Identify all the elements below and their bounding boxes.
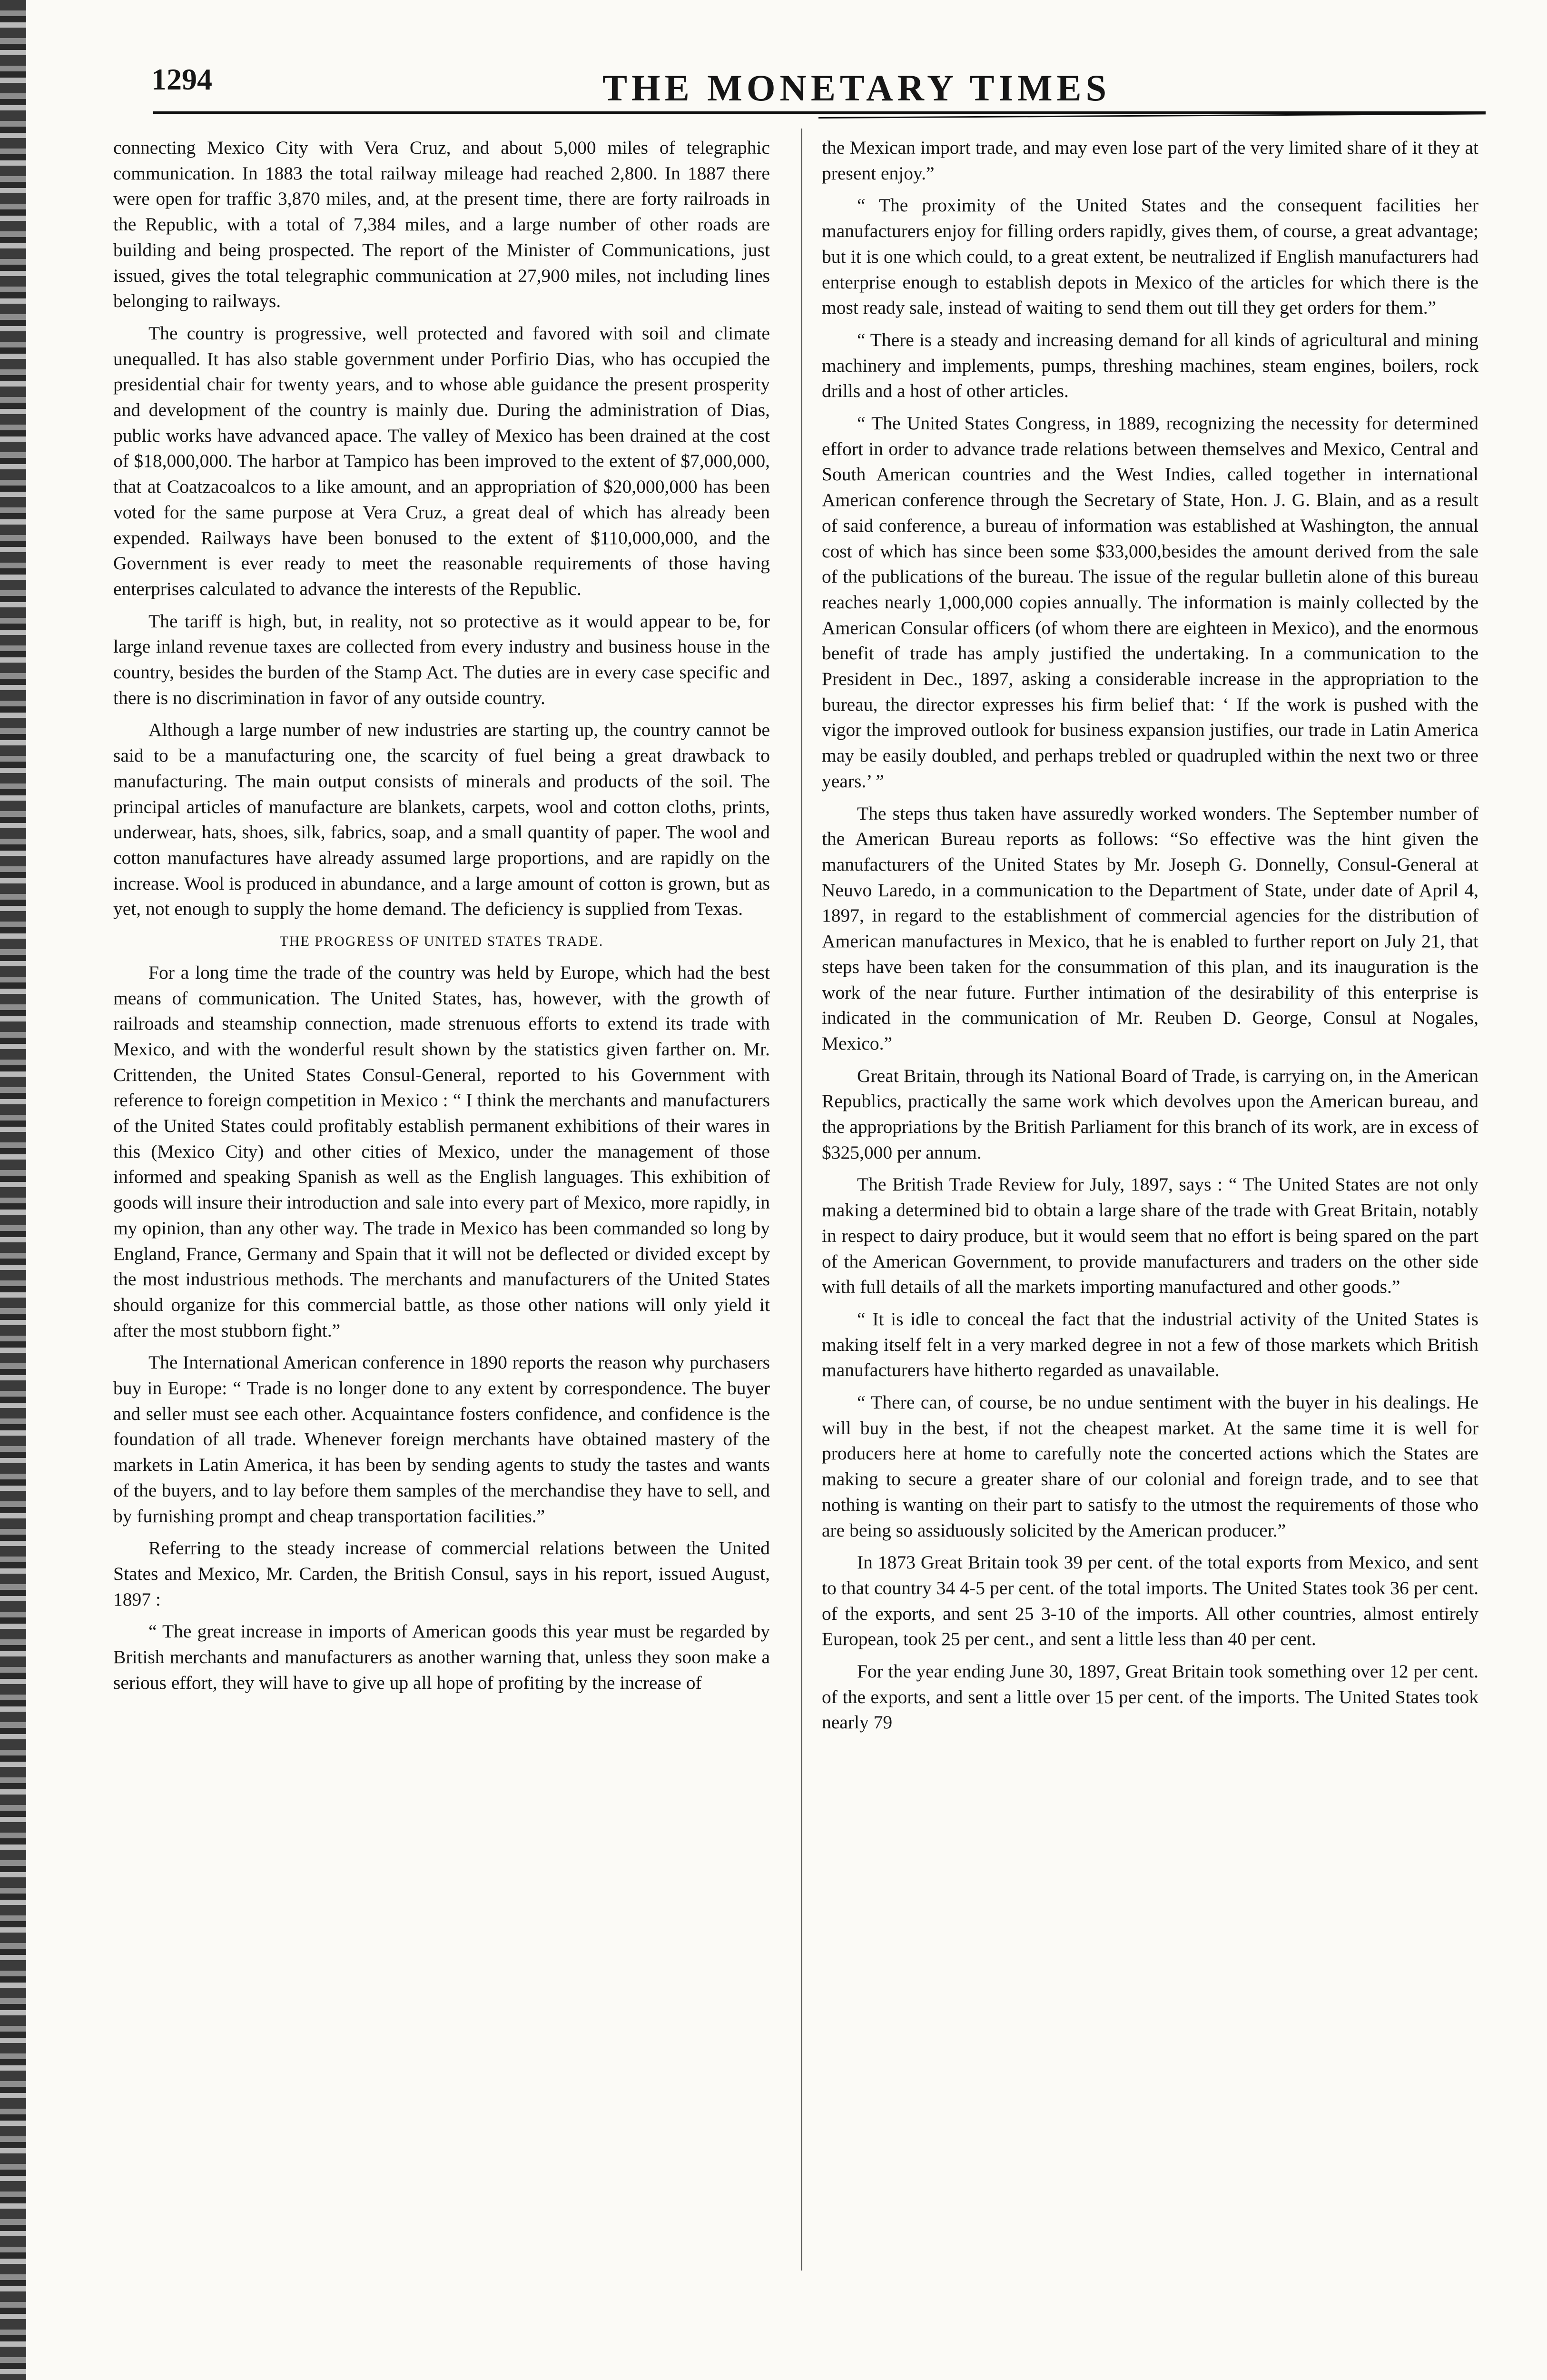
right-paragraph-3: “ There is a steady and increasing demand for all kinds of agricultural and mining machinery and implements, pumps, threshing machines, steam engines, boilers, rock drills and a host of other articles. xyxy=(822,329,1478,402)
right-paragraph-6: Great Britain, through its National Board of Trade, is carrying on, in the American Republics, practically the same work which devolves upon the American bureau, and the appropriations by the British Parliament for this branch of its work, are in excess of $325,000 per annum. xyxy=(822,1065,1478,1163)
right-column xyxy=(822,135,1478,1742)
left-paragraph-1: connecting Mexico City with Vera Cruz, and about 5,000 miles of telegraphic communication. In 1883 the total railway mileage had reached 2,800. In 1887 there were open for traffic 3,870 miles, and, at the present time, there are forty railroads in the Republic, with a total of 7,384 miles, and a large number of other roads are building and being prospected. The report of the Minister of Communications, just issued, gives the total telegraphic communication at 27,900 miles, not including lines belonging to railways. xyxy=(113,137,770,312)
left-paragraph-7: Referring to the steady increase of commercial relations between the United States and Mexico, Mr. Carden, the British Consul, says in his report, issued August, 1897 : xyxy=(113,1537,770,1610)
column-divider xyxy=(801,129,802,2271)
right-paragraph-8: “ It is idle to conceal the fact that the industrial activity of the United States is making itself felt in a very marked degree in not a few of those markets which British manufacturers have hitherto regarded as unavailable. xyxy=(822,1308,1478,1381)
left-column xyxy=(113,135,770,1702)
left-paragraph-2: The country is progressive, well protected and favored with soil and climate unequalled. It has also stable government under Porfirio Dias, who has occupied the presidential chair for twenty years, and to whose able guidance the present prosperity and development of the country is mainly due. During the administration of Dias, public works have advanced apace. The valley of Mexico has been drained at the cost of $18,000,000. The harbor at Tampico has been improved to the extent of $7,000,000, that at Coatzacoalcos to a like amount, and an appropriation of $20,000,000 has been voted for the same purpose at Vera Cruz, a great deal of which has already been expended. Railways have been bonused to the extent of $110,000,000, and the Government is ever ready to meet the reasonable requirements of those having enterprises calculated to advance the interests of the Republic. xyxy=(113,322,770,599)
section-subheading: THE PROGRESS OF UNITED STATES TRADE. xyxy=(279,933,604,950)
right-paragraph-10: In 1873 Great Britain took 39 per cent. of the total exports from Mexico, and sent to that country 34 4-5 per cent. of the total imports. The United States took 36 per cent. of the exports, and sent 25 3-10 of the imports. All other countries, almost entirely European, took 25 per cent., and sent a little less than 40 per cent. xyxy=(822,1552,1478,1650)
left-paragraph-3: The tariff is high, but, in reality, not so protective as it would appear to be, for large inland revenue taxes are collected from every industry and business house in the country, besides the burden of the Stamp Act. The duties are in every case specific and there is no discrimination in favor of any outside country. xyxy=(113,610,770,708)
left-paragraph-8: “ The great increase in imports of American goods this year must be regarded by British merchants and manufacturers as another warning that, unless they soon make a serious effort, they will have to give up all hope of profiting by the increase of xyxy=(113,1621,770,1693)
page-number: 1294 xyxy=(151,62,212,96)
right-paragraph-11: For the year ending June 30, 1897, Great Britain took something over 12 per cent. of the exports, and sent a little over 15 per cent. of the imports. The United States took nearly 79 xyxy=(822,1661,1478,1733)
right-paragraph-7: The British Trade Review for July, 1897, says : “ The United States are not only making a determined bid to obtain a large share of the trade with Great Britain, notably in respect to dairy produce, but it would seem that no effort is being spared on the part of the American Government, to provide manufacturers and traders on the other side with full details of all the markets importing manufactured and other goods.” xyxy=(822,1174,1478,1298)
left-paragraph-6: The International American conference in 1890 reports the reason why purchasers buy in Europe: “ Trade is no longer done to any extent by correspondence. The buyer and seller must see each other. Acquaintance fosters confidence, and confidence is the foundation of all trade. Whenever foreign merchants have obtained mastery of the markets in Latin America, it has been by sending agents to study the tastes and wants of the buyers, and to lay before them samples of the merchandise they have to sell, and by furnishing prompt and cheap transportation facilities.” xyxy=(113,1352,770,1527)
right-paragraph-4: “ The United States Congress, in 1889, recognizing the necessity for determined effort in order to advance trade relations between themselves and Mexico, Central and South American countries and the West Indies, called together in international American conference through the Secretary of State, Hon. J. G. Blain, and as a result of said conference, a bureau of information was established at Washington, the annual cost of which has since been some $33,000,besides the amount derived from the sale of the publications of the bureau. The issue of the regular bulletin alone of this bureau reaches nearly 1,000,000 copies annually. The information is mainly collected by the American Consular officers (of whom there are eighteen in Mexico), and the enormous benefit of trade has amply justified the undertaking. In a communication to the President in Dec., 1897, asking a considerable increase in the appropriation to the bureau, the director expresses his firm belief that: ‘ If the work is pushed with the vigor the improved outlook for business expansion justifies, our trade in Latin America may be easily doubled, and perhaps trebled or quadrupled within the next two or three years.’ ” xyxy=(822,413,1478,792)
masthead-title: THE MONETARY TIMES xyxy=(602,67,1111,109)
scan-binding-edge xyxy=(0,0,26,2380)
right-paragraph-9: “ There can, of course, be no undue sentiment with the buyer in his dealings. He will buy in the best, if not the cheapest market. At the same time it is well for producers here at home to carefully note the concerted actions which the States are making to secure a greater share of our colonial and foreign trade, and to see that nothing is wanting on their part to satisfy to the utmost the requirements of those who are being so assiduously solicited by the American producer.” xyxy=(822,1392,1478,1541)
right-paragraph-5: The steps thus taken have assuredly worked wonders. The September number of the American Bureau reports as follows: “So effective was the hint given the manufacturers of the United States by Mr. Joseph G. Donnelly, Consul-General at Neuvo Laredo, in a communication to the Department of State, under date of April 4, 1897, in regard to the establishment of commercial agencies for the distribution of American manufactures in Mexico, that he is enabled to further report on July 21, that steps have been taken for the consummation of this plan, and its inauguration is the work of the near future. Further intimation of the desirability of this enterprise is indicated in the communication of Mr. Reuben D. George, Consul at Nogales, Mexico.” xyxy=(822,803,1478,1054)
left-paragraph-4: Although a large number of new industries are starting up, the country cannot be said to be a manufacturing one, the scarcity of fuel being a great drawback to manufacturing. The main output consists of minerals and products of the soil. The principal articles of manufacture are blankets, carpets, wool and cotton cloths, prints, underwear, hats, shoes, silk, fabrics, soap, and a small quantity of paper. The wool and cotton manufactures have already assumed large proportions, and are rapidly on the increase. Wool is produced in abundance, and a large amount of cotton is grown, but as yet, not enough to supply the home demand. The deficiency is supplied from Texas. xyxy=(113,719,770,920)
left-paragraph-5: For a long time the trade of the country was held by Europe, which had the best means of communication. The United States, has, however, with the growth of railroads and steamship connection, made strenuous efforts to extend its trade with Mexico, and with the wonderful result shown by the statistics given farther on. Mr. Crittenden, the United States Consul-General, reported to his Government with reference to foreign competition in Mexico : “ I think the merchants and manufacturers of the United States could profitably establish permanent exhibitions of their wares in this (Mexico City) and other cities of Mexico, under the management of those informed and speaking Spanish as well as the English languages. This exhibition of goods will insure their introduction and sale into every part of Mexico, more rapidly, in my opinion, than any other way. The trade in Mexico has been commanded so long by England, France, Germany and Spain that it will not be deflected or divided except by the most industrious methods. The merchants and manufacturers of the United States should organize for this commercial battle, as those other nations will only yield it after the most stubborn fight.” xyxy=(113,962,770,1341)
right-paragraph-2: “ The proximity of the United States and the consequent facilities her manufacturers enjoy for filling orders rapidly, gives them, of course, a great advantage; but it is one which could, to a great extent, be neutralized if English manufacturers had enterprise enough to establish depots in Mexico of the articles for which there is the most ready sale, instead of waiting to send them out till they get orders for them.” xyxy=(822,195,1478,318)
header-rule xyxy=(153,111,1486,114)
right-paragraph-1: the Mexican import trade, and may even lose part of the very limited share of it they at present enjoy.” xyxy=(822,137,1478,184)
header-rule-secondary xyxy=(818,113,1486,119)
